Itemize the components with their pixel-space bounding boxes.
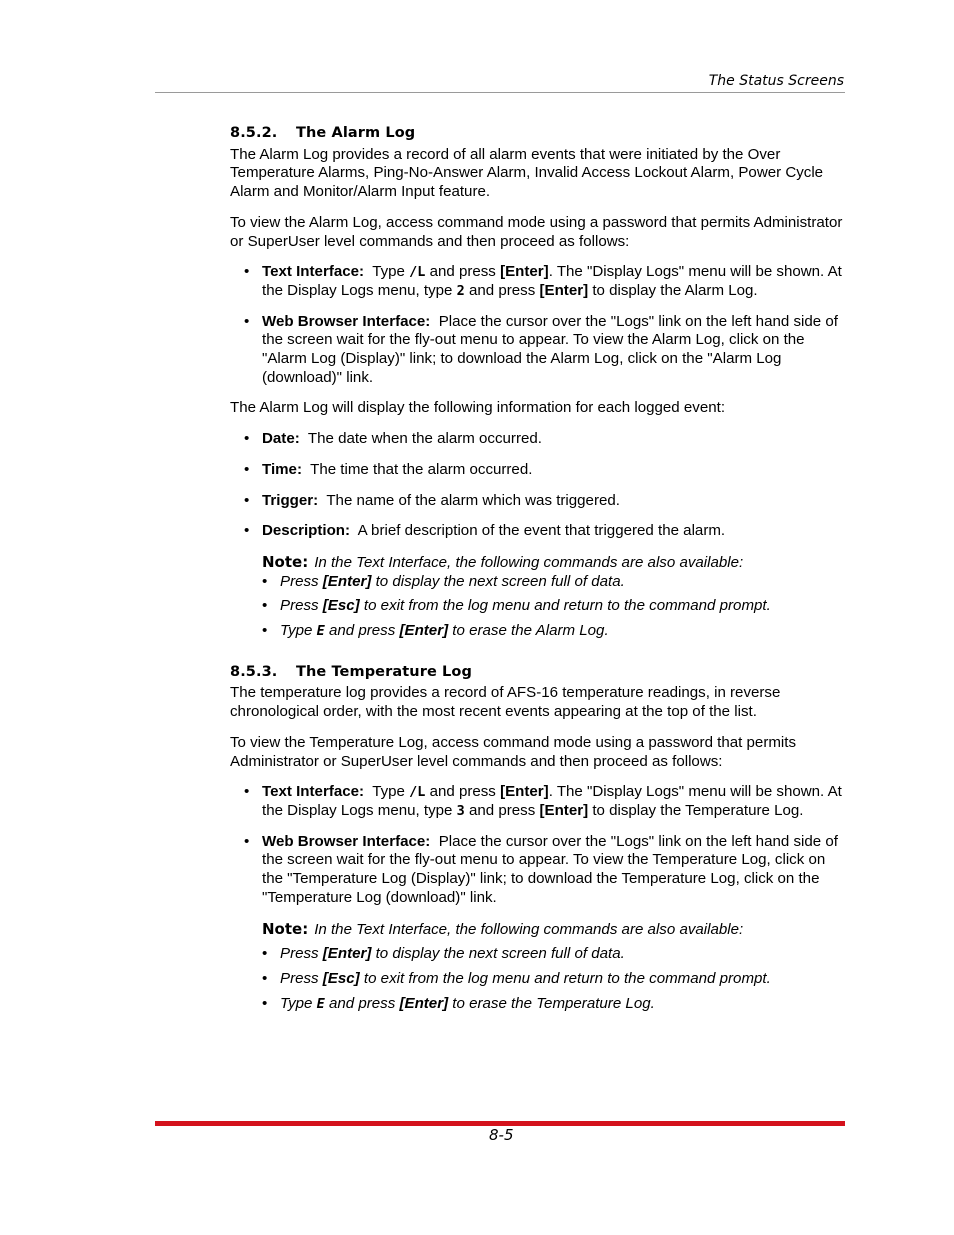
running-header: The Status Screens — [708, 73, 844, 89]
alarm-log-note — [262, 553, 845, 641]
item-text: and press — [464, 801, 540, 819]
note-label: Note: — [262, 919, 309, 938]
item-text: . The "Display Logs" menu will be shown. At the Display Logs menu, type — [262, 263, 842, 299]
item-label: Trigger: — [262, 491, 319, 509]
section-title: The Temperature Log — [296, 663, 472, 680]
item-text: Place the cursor over the "Logs" link on the left hand side of the screen wait for the fly-out menu to appear. To view the Temperature Log, click on the "Temperature Log (Display)" link; to download the Temperature Log, click on the "Temperature Log (download)" link. — [262, 832, 838, 906]
item-text: to display the Temperature Log. — [588, 801, 804, 819]
temperature-log-access: To view the Temperature Log, access command mode using a password that permits Administrator or SuperUser level commands and then proceed as follows: — [230, 733, 797, 770]
alarm-log-fields — [230, 430, 845, 541]
note-text: In the Text Interface, the following commands are also available: — [314, 920, 744, 938]
item-text: and press — [324, 622, 400, 640]
item-text: A brief description of the event that triggered the alarm. — [357, 522, 726, 540]
item-text: to display the next screen full of data. — [371, 572, 625, 590]
item-text: Type — [372, 263, 410, 281]
key-label: [Enter] — [539, 801, 589, 819]
list-item — [230, 833, 845, 908]
key-label: [Enter] — [322, 572, 372, 590]
item-text: to display the Alarm Log. — [588, 281, 758, 299]
item-text: Press — [280, 945, 323, 963]
item-text: to exit from the log menu and return to the command prompt. — [359, 969, 771, 987]
note-label: Note: — [262, 552, 309, 571]
note-list — [262, 945, 845, 1013]
note-head — [262, 920, 845, 940]
temperature-log-intro: The temperature log provides a record of AFS-16 temperature readings, in reverse chronological order, with the most recent events appearing at the top of the list. — [230, 684, 781, 721]
key-label: [Esc] — [322, 597, 360, 615]
list-item — [230, 461, 845, 480]
alarm-log-access: To view the Alarm Log, access command mode using a password that permits Administrator or SuperUser level commands and then proceed as follows: — [230, 213, 843, 250]
command-code: /L — [409, 264, 426, 281]
list-item — [230, 783, 845, 820]
list-item — [262, 622, 845, 641]
item-text: and press — [464, 281, 540, 299]
page-content — [230, 124, 845, 1019]
alarm-log-intro: The Alarm Log provides a record of all alarm events that were initiated by the Over Temperature Alarms, Ping-No-Answer Alarm, Invalid Access Lockout Alarm, Power Cycle Alarm and Monitor/Alarm Input feature. — [230, 145, 824, 201]
item-text: Type — [280, 622, 317, 640]
section-title: The Alarm Log — [296, 125, 416, 141]
key-label: [Enter] — [500, 263, 549, 281]
list-item — [262, 970, 845, 989]
section-number: 8.5.3. — [230, 663, 278, 680]
alarm-log-display-intro: The Alarm Log will display the following information for each logged event: — [230, 399, 726, 417]
list-item — [230, 430, 845, 449]
item-text: and press — [425, 263, 501, 281]
key-label: [Enter] — [399, 622, 449, 640]
item-text: The name of the alarm which was triggered. — [326, 491, 620, 509]
temperature-log-note — [262, 920, 845, 1014]
command-code: E — [316, 623, 325, 640]
item-text: Press — [280, 969, 323, 987]
list-item — [230, 492, 845, 511]
command-code: /L — [409, 784, 426, 801]
list-item — [230, 313, 845, 388]
item-text: to erase the Temperature Log. — [448, 994, 655, 1012]
note-list — [262, 573, 845, 641]
item-label: Description: — [262, 522, 351, 540]
key-label: [Esc] — [322, 969, 360, 987]
item-text: to exit from the log menu and return to the command prompt. — [359, 597, 771, 615]
command-code: 3 — [456, 802, 465, 819]
item-text: and press — [425, 783, 501, 801]
item-text: Press — [280, 597, 323, 615]
item-label: Text Interface: — [262, 783, 365, 801]
item-text: The time that the alarm occurred. — [310, 460, 533, 478]
item-text: Type — [280, 994, 317, 1012]
item-label: Web Browser Interface: — [262, 832, 431, 850]
list-item — [230, 522, 845, 541]
item-label: Time: — [262, 460, 302, 478]
header-rule — [155, 92, 845, 93]
note-text: In the Text Interface, the following commands are also available: — [314, 553, 744, 571]
page-number: 8-5 — [489, 1126, 514, 1144]
item-label: Web Browser Interface: — [262, 312, 431, 330]
item-label: Text Interface: — [262, 263, 365, 281]
key-label: [Enter] — [539, 281, 589, 299]
command-code: E — [316, 995, 325, 1012]
list-item — [262, 995, 845, 1014]
item-text: . The "Display Logs" menu will be shown. At the Display Logs menu, type — [262, 783, 842, 819]
section-heading-temperature-log — [230, 663, 845, 682]
note-head — [262, 553, 845, 573]
list-item — [262, 573, 845, 592]
key-label: [Enter] — [399, 994, 449, 1012]
list-item — [230, 263, 845, 300]
item-text: Type — [372, 783, 410, 801]
alarm-log-access-list — [230, 263, 845, 387]
key-label: [Enter] — [322, 945, 372, 963]
key-label: [Enter] — [500, 783, 549, 801]
item-text: to erase the Alarm Log. — [448, 622, 609, 640]
item-text: The date when the alarm occurred. — [307, 430, 542, 448]
temperature-log-access-list — [230, 783, 845, 907]
item-text: Place the cursor over the "Logs" link on the left hand side of the screen wait for the fly-out menu to appear. To view the Alarm Log, click on the "Alarm Log (Display)" link; to download the Alarm Log, click on the "Alarm Log (download)" link. — [262, 312, 838, 386]
item-text: and press — [324, 994, 400, 1012]
section-heading-alarm-log — [230, 124, 845, 143]
section-number: 8.5.2. — [230, 125, 278, 141]
item-label: Date: — [262, 430, 300, 448]
item-text: to display the next screen full of data. — [371, 945, 625, 963]
command-code: 2 — [456, 282, 465, 299]
item-text: Press — [280, 572, 323, 590]
list-item — [262, 945, 845, 964]
list-item — [262, 597, 845, 616]
